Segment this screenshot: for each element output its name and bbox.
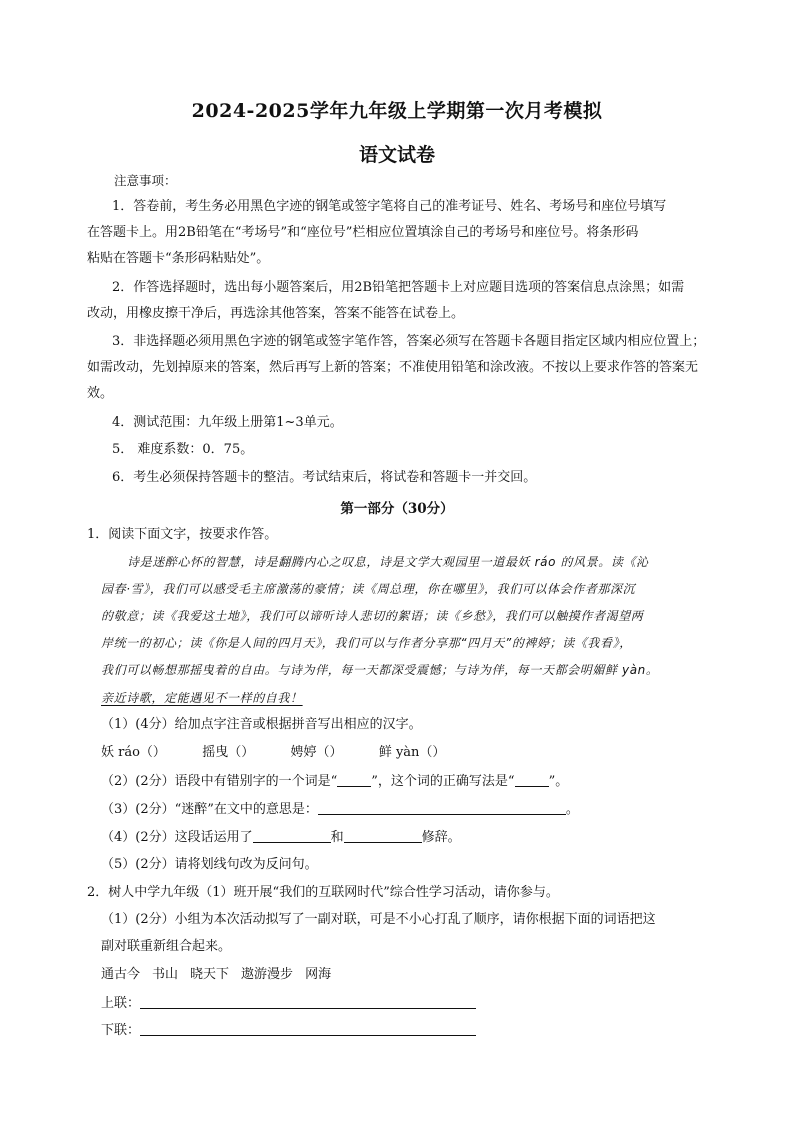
- upper-couplet-label: 上联：: [101, 996, 141, 1011]
- upper-couplet-blank[interactable]: [140, 994, 476, 1009]
- answer-blank-wrong-word[interactable]: [337, 772, 371, 787]
- note-3-line-2: 如需改动，先划掉原来的答案，然后再写上新的答案；不准使用铅笔和涂改液。不按以上要求作答的答案无: [87, 360, 699, 375]
- item-xian-yan: 鲜 yàn（）: [378, 745, 446, 760]
- exam-title: 2024-2025学年九年级上学期第一次月考模拟: [191, 100, 603, 122]
- question-1-sub-2: [101, 772, 568, 791]
- passage-underlined-sentence: 亲近诗歌，定能遇见不一样的自我！: [101, 691, 303, 705]
- passage-line-4: 岸统一的初心；读《你是人间的四月天》，我们可以与作者分享那“四月天”的裨婷；读《我看》，: [101, 636, 632, 650]
- exam-subtitle: 语文试卷: [358, 144, 435, 166]
- sub-2-text-c: ”。: [548, 774, 569, 789]
- item-ping-ting: 娉婷（）: [290, 745, 343, 760]
- item-yao-rao: 妖 ráo（）: [101, 745, 166, 760]
- sub-4-text-c: 修辞。: [421, 830, 461, 845]
- word-5: 网海: [305, 967, 332, 982]
- note-2-line-2: 改动，用橡皮擦干净后，再选涂其他答案，答案不能答在试卷上。: [87, 306, 465, 321]
- answer-blank-rhetoric-1[interactable]: [253, 828, 331, 843]
- passage-line-1: 诗是迷醉心怀的智慧，诗是翻腾内心之叹息，诗是文学大观园里一道最妖 ráo 的风景。读《沁: [127, 555, 649, 569]
- sub-2-text-b: ”，这个词的正确写法是“: [371, 774, 515, 789]
- lower-couplet-blank[interactable]: [140, 1021, 476, 1036]
- note-1-line-2: 在答题卡上。用2B铅笔在“考场号”和“座位号”栏相应位置填涂自己的考场号和座位号。将条形码: [87, 225, 639, 240]
- note-3-line-1: 3．非选择题必须用黑色字迹的钢笔或签字笔作答，答案必须写在答题卡各题目指定区域内相应位置上；: [112, 334, 706, 349]
- note-1-line-3: 粘贴在答题卡“条形码粘贴处”。: [87, 251, 270, 266]
- word-4: 遨游漫步: [241, 967, 294, 982]
- note-3-line-3: 效。: [87, 386, 114, 401]
- upper-couplet-row: [101, 994, 476, 1013]
- question-2-sub-1-line-1: （1）(2分）小组为本次活动拟写了一副对联，可是不小心打乱了顺序，请你根据下面的词语把这: [101, 912, 656, 927]
- note-2-line-1: 2．作答选择题时，选出每小题答案后，用2B铅笔把答题卡上对应题目选项的答案信息点涂黑；如需: [112, 280, 685, 295]
- lower-couplet-label: 下联：: [101, 1023, 141, 1038]
- note-6: 6．考生必须保持答题卡的整洁。考试结束后，将试卷和答题卡一并交回。: [112, 470, 537, 485]
- sub-3-text-b: 。: [565, 802, 579, 817]
- question-1-sub-5: （5）(2分）请将划线句改为反问句。: [101, 857, 318, 872]
- question-2-stem: 2．树人中学九年级（1）班开展“我们的互联网时代”综合性学习活动，请你参与。: [87, 885, 559, 900]
- word-1: 通古今: [101, 967, 141, 982]
- answer-blank-meaning[interactable]: [318, 800, 566, 815]
- question-1-sub-1: （1）(4分）给加点字注音或根据拼音写出相应的汉字。: [101, 717, 422, 732]
- item-yao-ye: 摇曳（）: [202, 745, 255, 760]
- sub-4-text-b: 和: [330, 830, 344, 845]
- note-1-line-1: 1．答卷前，考生务必用黑色字迹的钢笔或签字笔将自己的准考证号、姓名、考场号和座位号填写: [112, 199, 667, 214]
- couplet-words: [101, 966, 331, 984]
- note-5: 5． 难度系数：0．75。: [112, 442, 254, 457]
- passage-line-2: 园春·雪》，我们可以感受毛主席激荡的豪情；读《周总理，你在哪里》，我们可以体会作者那深沉: [101, 582, 636, 596]
- word-2: 书山: [152, 967, 179, 982]
- sub-2-text-a: （2）(2分）语段中有错别字的一个词是“: [101, 774, 338, 789]
- word-3: 晓天下: [190, 967, 230, 982]
- sub-1-items: [101, 744, 445, 762]
- sub-4-text-a: （4）(2分）这段话运用了: [101, 830, 253, 845]
- question-1-sub-4: [101, 828, 461, 847]
- lower-couplet-row: [101, 1021, 476, 1040]
- answer-blank-correct-word[interactable]: [515, 772, 549, 787]
- question-2-sub-1-line-2: 副对联重新组合起来。: [101, 939, 232, 954]
- sub-3-text-a: （3）(2分）“迷醉”在文中的意思是：: [101, 802, 318, 817]
- answer-blank-rhetoric-2[interactable]: [344, 828, 422, 843]
- part-one-title: 第一部分（30分）: [340, 501, 454, 517]
- passage-line-3: 的敬意；读《我爱这土地》，我们可以谛听诗人悲切的絮语；读《乡愁》，我们可以触摸作者渴望两: [101, 609, 644, 623]
- question-1-stem: 1．阅读下面文字，按要求作答。: [87, 527, 278, 542]
- note-4: 4．测试范围：九年级上册第1~3单元。: [112, 415, 343, 430]
- notes-heading: 注意事项：: [114, 173, 177, 188]
- question-1-sub-3: [101, 800, 579, 819]
- passage-line-5: 我们可以畅想那摇曳着的自由。与诗为伴，每一天都深受震憾；与诗为伴，每一天都会明媚鲜 yàn。: [101, 663, 659, 677]
